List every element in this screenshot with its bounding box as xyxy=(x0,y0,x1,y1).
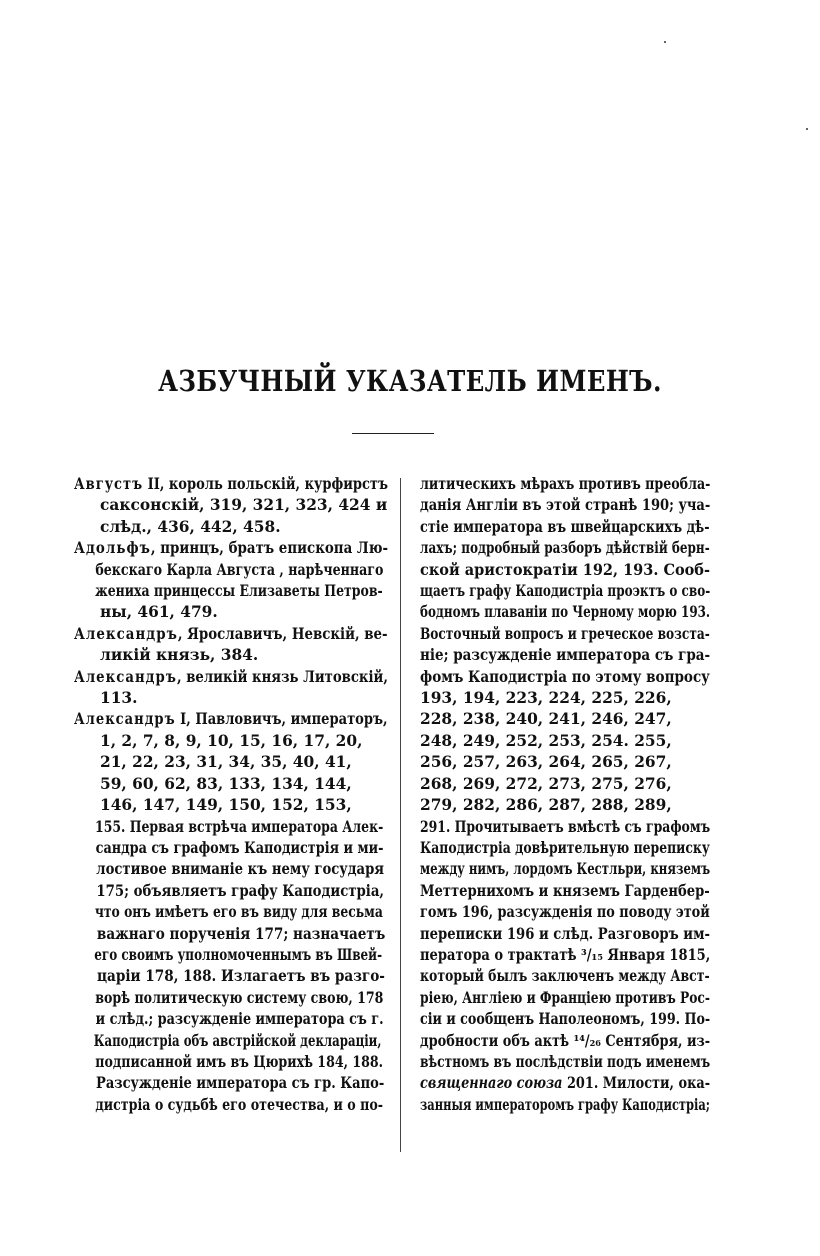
index-line xyxy=(74,1073,385,1094)
title-rule xyxy=(352,433,434,434)
entry-text: 21, 22, 23, 31, 34, 35, 40, 41, xyxy=(100,753,352,772)
entry-text: ворѣ политическую систему свою, 178 xyxy=(95,988,384,1007)
entry-text: Восточный вопросъ и греческое возста- xyxy=(420,624,710,643)
index-line xyxy=(74,602,388,623)
index-line xyxy=(74,495,388,516)
entry-text: ріею, Англіею и Франціею противъ Рос- xyxy=(420,988,710,1007)
index-line xyxy=(74,560,384,581)
index-line xyxy=(74,988,384,1009)
index-line xyxy=(74,688,388,709)
index-line xyxy=(420,645,711,666)
entry-text: 201. Милости, ока- xyxy=(562,1074,711,1093)
index-line xyxy=(74,1009,384,1030)
index-line xyxy=(420,945,711,966)
entry-text: который былъ заключенъ между Авст- xyxy=(420,967,710,986)
entry-text: 279, 282, 286, 287, 288, 289, xyxy=(420,796,672,815)
entry-text: 113. xyxy=(100,689,138,708)
entry-text: и слѣд.; разсужденіе императора съ г. xyxy=(95,1010,384,1029)
entry-text: Меттернихомъ и княземъ Гарденбер- xyxy=(420,881,710,900)
index-line xyxy=(420,1052,711,1073)
index-line xyxy=(420,474,711,495)
entry-text: подписанной имъ въ Цюрихѣ 184, 188. xyxy=(95,1052,384,1071)
index-line xyxy=(74,645,388,666)
page-title: АЗБУЧНЫЙ УКАЗАТЕЛЬ ИМЕНЪ. xyxy=(158,364,662,398)
index-line xyxy=(420,731,710,752)
index-line xyxy=(74,624,388,645)
entry-text: , принцъ, братъ епископа Лю- xyxy=(150,539,389,558)
index-line xyxy=(420,881,710,902)
index-line xyxy=(420,538,710,559)
entry-text: , Ярославичъ, Невскій, ве- xyxy=(177,624,388,643)
index-line xyxy=(420,709,710,730)
index-line xyxy=(420,1073,711,1094)
column-divider xyxy=(400,478,401,1152)
entry-text: лахъ; подробный разборъ дѣйствій берн- xyxy=(420,539,710,558)
index-line xyxy=(74,581,383,602)
index-line xyxy=(420,624,710,645)
entry-text: слѣд., 436, 442, 458. xyxy=(100,517,281,536)
entry-text: 291. Прочитываетъ вмѣстѣ съ графомъ xyxy=(420,817,711,836)
index-line xyxy=(74,667,388,688)
entry-text: дробности объ актѣ ¹⁴/₂₆ Сентября, из- xyxy=(420,1031,711,1050)
entry-headword: Адольфъ xyxy=(74,539,151,558)
index-line xyxy=(74,1052,384,1073)
scan-speck xyxy=(806,128,808,130)
index-line xyxy=(74,859,385,880)
index-column-left xyxy=(74,474,388,1116)
entry-text: щаетъ графу Каподистріа проэктъ о сво- xyxy=(420,582,711,601)
index-line xyxy=(74,881,385,902)
index-line xyxy=(420,495,711,516)
entry-text: 59, 60, 62, 83, 133, 134, 144, xyxy=(100,774,352,793)
entry-text: ны, 461, 479. xyxy=(100,603,218,622)
index-line xyxy=(420,859,711,880)
index-line xyxy=(420,560,710,581)
index-line xyxy=(420,581,711,602)
entry-text: ликій князь, 384. xyxy=(100,646,259,665)
index-line xyxy=(420,817,711,838)
index-line xyxy=(74,774,388,795)
index-line xyxy=(74,538,389,559)
entry-text: ской аристократіи 192, 193. Сооб- xyxy=(420,560,710,579)
entry-text: фомъ Каподистріа по этому вопросу xyxy=(420,667,710,686)
index-line xyxy=(420,1031,711,1052)
entry-text: стіе императора въ швейцарскихъ дѣ- xyxy=(420,517,710,536)
entry-headword: Александръ xyxy=(74,710,176,729)
entry-text: Разсужденіе императора съ гр. Капо- xyxy=(96,1074,385,1093)
index-line xyxy=(74,752,388,773)
entry-text: 193, 194, 223, 224, 225, 226, xyxy=(420,689,672,708)
entry-text: бодномъ плаваніи по Черному морю 193. xyxy=(420,603,711,622)
index-line xyxy=(420,838,710,859)
index-line xyxy=(74,795,388,816)
index-line xyxy=(74,731,388,752)
entry-text: что онъ имѣетъ его въ виду для весьма xyxy=(94,903,383,922)
entry-text: дистріа о судьбѣ его отечества, и о по- xyxy=(95,1095,384,1114)
italic-term: священнаго союза xyxy=(420,1074,563,1093)
entry-text: вѣстномъ въ послѣдствіи подъ именемъ xyxy=(420,1052,711,1071)
index-line xyxy=(74,945,383,966)
entry-text: между нимъ, лордомъ Кестльри, княземъ xyxy=(420,860,711,879)
entry-text: II, король польскій, курфирстъ xyxy=(143,475,388,493)
entry-text: ператора о трактатѣ ³/₁₅ Января 1815, xyxy=(420,945,711,964)
entry-text: гомъ 196, разсужденія по поводу этой xyxy=(420,903,710,922)
entry-text: Каподистріа довѣрительную переписку xyxy=(420,838,710,857)
index-line xyxy=(420,517,710,538)
index-line xyxy=(74,474,388,495)
entry-text: Каподистріа объ австрійской деклараціи, xyxy=(93,1031,382,1050)
entry-text: 175; объявляетъ графу Каподистріа, xyxy=(96,881,385,900)
entry-text: переписки 196 и слѣд. Разговоръ им- xyxy=(420,924,710,943)
index-line xyxy=(74,902,383,923)
index-line xyxy=(420,988,710,1009)
entry-text: 155. Первая встрѣча императора Алек- xyxy=(95,817,384,836)
index-line xyxy=(74,817,384,838)
entry-text: 1, 2, 7, 8, 9, 10, 15, 16, 17, 20, xyxy=(100,731,363,750)
entry-text: 146, 147, 149, 150, 152, 153, xyxy=(100,796,352,815)
index-line xyxy=(420,774,710,795)
index-line xyxy=(420,1095,711,1116)
entry-text: важнаго порученія 177; назначаетъ xyxy=(96,924,386,943)
entry-text: сіи и сообщенъ Наполеономъ, 199. По- xyxy=(420,1010,711,1029)
index-line xyxy=(74,517,388,538)
index-line xyxy=(74,1095,384,1116)
entry-text: сандра съ графомъ Каподистрія и ми- xyxy=(95,838,384,857)
entry-text: данія Англіи въ этой странѣ 190; уча- xyxy=(420,496,711,515)
index-line xyxy=(420,688,710,709)
entry-headword: Августъ xyxy=(74,475,144,493)
index-line xyxy=(420,795,710,816)
index-line xyxy=(420,966,710,987)
index-line xyxy=(420,602,711,623)
index-line xyxy=(420,752,710,773)
entry-text: литическихъ мѣрахъ противъ преобла- xyxy=(420,475,711,493)
entry-text: 228, 238, 240, 241, 246, 247, xyxy=(420,710,672,729)
entry-text: 268, 269, 272, 273, 275, 276, xyxy=(420,774,672,793)
entry-text: царіи 178, 188. Излагаетъ въ разго- xyxy=(96,967,385,986)
entry-text: саксонскій, 319, 321, 323, 424 и xyxy=(100,496,388,515)
index-line xyxy=(420,667,710,688)
entry-text: бекскаго Карла Августа , нарѣченнаго xyxy=(95,560,384,579)
scan-speck xyxy=(664,41,666,43)
index-line xyxy=(74,1031,382,1052)
entry-text: лостивое вниманіе къ нему государя xyxy=(96,860,385,879)
index-line xyxy=(74,838,384,859)
index-line xyxy=(74,924,386,945)
index-line xyxy=(420,1009,711,1030)
index-column-right xyxy=(420,474,710,1116)
index-line xyxy=(74,966,385,987)
index-line xyxy=(420,924,710,945)
entry-text: 256, 257, 263, 264, 265, 267, xyxy=(420,753,672,772)
entry-text: занныя императоромъ графу Каподистріа; xyxy=(420,1095,711,1114)
index-line xyxy=(74,709,388,730)
entry-text: его своимъ уполномоченнымъ въ Швей- xyxy=(94,945,383,964)
entry-headword: Александръ xyxy=(74,667,178,686)
entry-text: 248, 249, 252, 253, 254. 255, xyxy=(420,731,672,750)
entry-text: ніе; разсужденіе императора съ гра- xyxy=(420,646,711,665)
entry-text: I, Павловичъ, императоръ, xyxy=(175,710,388,729)
index-line xyxy=(420,902,710,923)
entry-headword: Александръ xyxy=(74,624,178,643)
entry-text: жениха принцессы Елизаветы Петров- xyxy=(95,582,383,601)
entry-text: , великій князь Литовскій, xyxy=(177,667,388,686)
